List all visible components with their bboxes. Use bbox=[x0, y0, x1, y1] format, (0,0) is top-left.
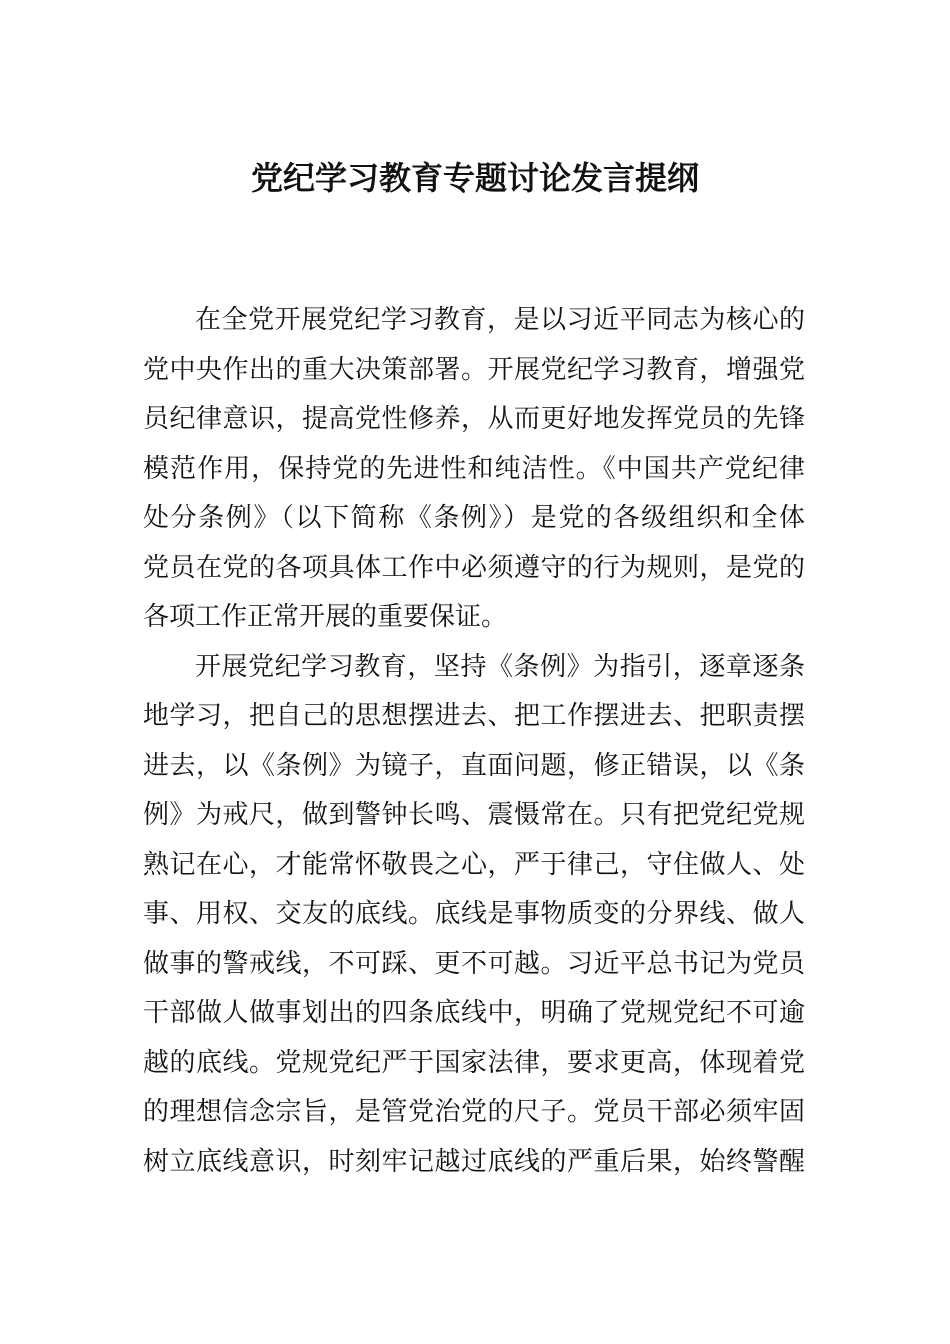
paragraph-line: 党员在党的各项具体工作中必须遵守的行为规则，是党的 bbox=[143, 552, 805, 583]
paragraph-line: 树立底线意识，时刻牢记越过底线的严重后果，始终警醒 bbox=[143, 1146, 805, 1177]
paragraph-line: 做事的警戒线，不可踩、更不可越。习近平总书记为党员 bbox=[143, 948, 805, 979]
paragraph-line: 开展党纪学习教育，坚持《条例》为指引，逐章逐条 bbox=[195, 651, 805, 682]
paragraph-line: 例》为戒尺，做到警钟长鸣、震慑常在。只有把党纪党规 bbox=[143, 800, 805, 830]
paragraph-line: 党中央作出的重大决策部署。开展党纪学习教育，增强党 bbox=[143, 354, 805, 385]
paragraph-1 bbox=[143, 296, 805, 643]
paragraph-line: 员纪律意识，提高党性修养，从而更好地发挥党员的先锋 bbox=[143, 404, 805, 434]
paragraph-line: 事、用权、交友的底线。底线是事物质变的分界线、做人 bbox=[143, 899, 805, 929]
paragraph-line: 进去，以《条例》为镜子，直面问题，修正错误，以《条 bbox=[143, 750, 805, 781]
paragraph-line: 干部做人做事划出的四条底线中，明确了党规党纪不可逾 bbox=[143, 998, 805, 1028]
paragraph-line: 各项工作正常开展的重要保证。 bbox=[143, 602, 508, 632]
document-body bbox=[143, 296, 805, 1187]
paragraph-line: 熟记在心，才能常怀敬畏之心，严于律己，守住做人、处 bbox=[143, 849, 805, 880]
paragraph-2 bbox=[143, 643, 805, 1188]
paragraph-line: 地学习，把自己的思想摆进去、把工作摆进去、把职责摆 bbox=[143, 701, 805, 731]
paragraph-line: 在全党开展党纪学习教育，是以习近平同志为核心的 bbox=[195, 305, 805, 335]
paragraph-line: 的理想信念宗旨，是管党治党的尺子。党员干部必须牢固 bbox=[143, 1097, 805, 1127]
paragraph-line: 模范作用，保持党的先进性和纯洁性。《中国共产党纪律 bbox=[143, 453, 805, 484]
paragraph-line: 处分条例》（以下简称《条例》）是党的各级组织和全体 bbox=[143, 503, 805, 533]
paragraph-line: 越的底线。党规党纪严于国家法律，要求更高，体现着党 bbox=[143, 1047, 805, 1078]
document-title: 党纪学习教育专题讨论发言提纲 bbox=[250, 159, 699, 197]
